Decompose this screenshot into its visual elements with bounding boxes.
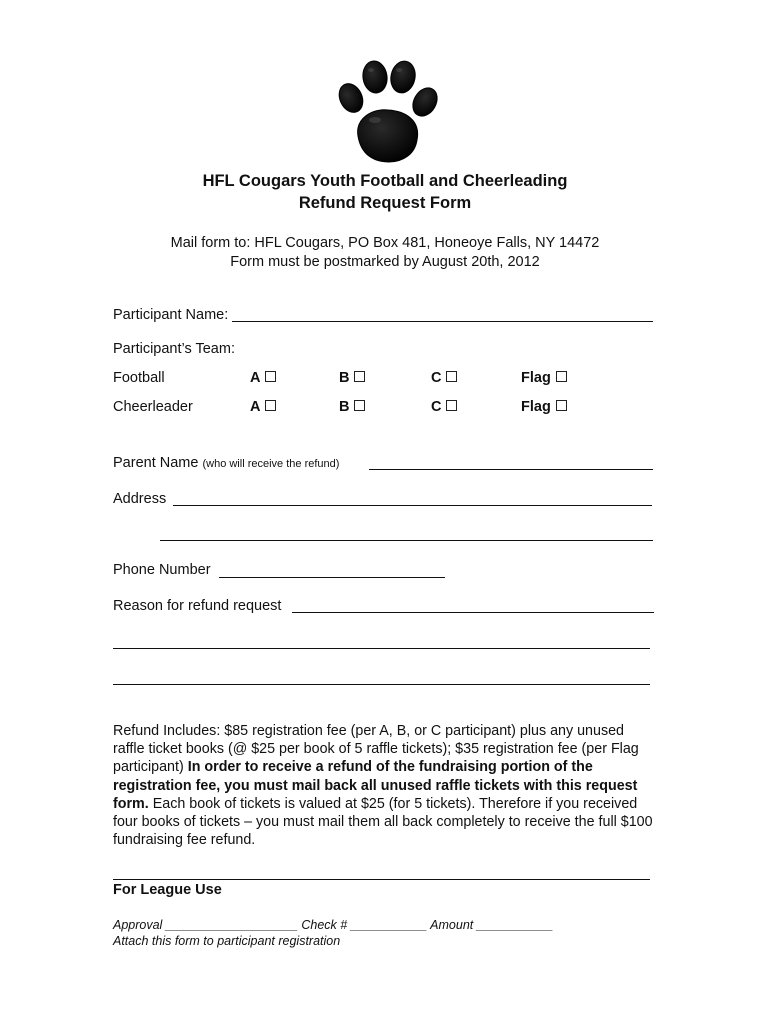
address-label: Address: [113, 491, 167, 507]
parent-name-label: Parent Name (who will receive the refund): [113, 455, 340, 471]
phone-line[interactable]: [219, 577, 445, 578]
address-line-2[interactable]: [160, 540, 653, 541]
cheerleader-label: Cheerleader: [113, 399, 193, 415]
refund-intro: Refund Includes: $85 registration fee (per A, B, or C participant) plus any unused raffle ticket books (@ $25 per book of 5 raffle tickets); $35 registration fee (per Flag participant): [113, 723, 639, 776]
paw-print-logo: [333, 58, 441, 176]
attach-instruction: Attach this form to participant registration: [113, 934, 341, 948]
mail-instructions: Mail form to: HFL Cougars, PO Box 481, Honeoye Falls, NY 14472: [170, 235, 600, 251]
cheerleader-option-a[interactable]: A: [250, 399, 276, 415]
checkbox[interactable]: [446, 400, 457, 411]
league-approval-fields[interactable]: Approval ___________________ Check # ___________ Amount ___________: [113, 918, 554, 932]
parent-name-line[interactable]: [369, 469, 653, 470]
checkbox[interactable]: [556, 371, 567, 382]
league-divider-line: [113, 879, 650, 880]
cheerleader-option-b[interactable]: B: [339, 399, 365, 415]
cheerleader-option-c[interactable]: C: [431, 399, 457, 415]
reason-label: Reason for refund request: [113, 598, 282, 614]
participant-team-label: Participant’s Team:: [113, 341, 235, 357]
checkbox[interactable]: [556, 400, 567, 411]
football-label: Football: [113, 370, 165, 386]
reason-line-2[interactable]: [113, 648, 650, 649]
participant-name-label: Participant Name:: [113, 307, 229, 323]
football-option-c[interactable]: C: [431, 370, 457, 386]
checkbox[interactable]: [354, 371, 365, 382]
football-option-flag[interactable]: Flag: [521, 370, 567, 386]
postmark-deadline: Form must be postmarked by August 20th, 2012: [230, 254, 540, 270]
league-use-heading: For League Use: [113, 882, 222, 898]
checkbox[interactable]: [265, 371, 276, 382]
form-title-line1: HFL Cougars Youth Football and Cheerleading: [202, 172, 568, 190]
participant-name-line[interactable]: [232, 321, 653, 322]
reason-line-1[interactable]: [292, 612, 654, 613]
football-option-b[interactable]: B: [339, 370, 365, 386]
football-option-a[interactable]: A: [250, 370, 276, 386]
refund-requirement: In order to receive a refund of the fundraising portion of the registration fee, you must mail back all unused raffle tickets with this request form.: [113, 759, 638, 812]
reason-line-3[interactable]: [113, 684, 650, 685]
parent-name-note: (who will receive the refund): [202, 458, 340, 470]
address-line-1[interactable]: [173, 505, 652, 506]
phone-label: Phone Number: [113, 562, 211, 578]
checkbox[interactable]: [265, 400, 276, 411]
checkbox[interactable]: [354, 400, 365, 411]
checkbox[interactable]: [446, 371, 457, 382]
cheerleader-option-flag[interactable]: Flag: [521, 399, 567, 415]
refund-details: Each book of tickets is valued at $25 (for 5 tickets). Therefore if you received four books of tickets – you must mail them all back completely to receive the full $100 fundraising fee refund.: [113, 795, 653, 849]
refund-description: [113, 722, 653, 849]
form-title-line2: Refund Request Form: [298, 194, 472, 212]
